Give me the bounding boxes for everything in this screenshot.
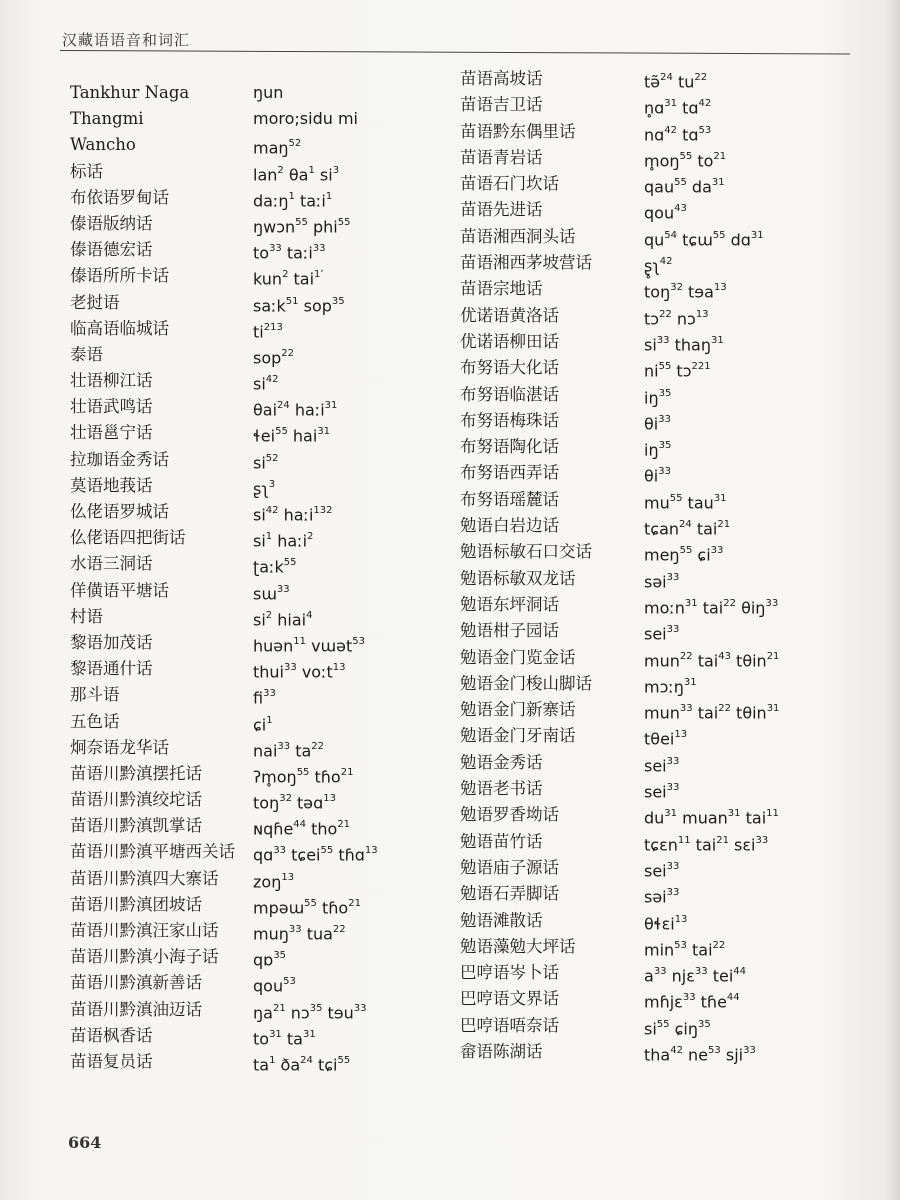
dialect-name: 拉珈语金秀话	[70, 449, 169, 469]
dialect-name: 泰语	[70, 344, 103, 364]
entry-row	[70, 525, 430, 551]
dialect-name: 勉语金门牙南话	[460, 726, 576, 746]
phonetic-form: $ta^1$ $ða^{24}$ tɕi$^{55}$	[253, 1054, 351, 1075]
phonetic-form: ʂʅ$^3$	[253, 478, 276, 499]
phonetic-form: toŋ$^{32}$ tɘa$^{13}$	[644, 282, 727, 302]
phonetic-form: $qu^{54}$ tɕɯ$^{55}$ dɑ$^{31}$	[644, 229, 764, 250]
dialect-name: 勉语滩散话	[460, 910, 543, 930]
entry-row	[460, 303, 860, 329]
entry-row	[460, 618, 860, 644]
entry-row	[70, 263, 430, 289]
dialect-name: 苗语川黔滇平塘西关话	[70, 842, 235, 862]
entry-row	[460, 382, 860, 408]
entry-row	[70, 997, 430, 1023]
phonetic-form: nɑ$^{42}$ tɑ$^{53}$	[644, 124, 712, 144]
phonetic-form: ŋun	[253, 83, 284, 102]
dialect-name: 勉语老书话	[460, 779, 543, 799]
phonetic-form: $ʔm̥oŋ^{55}$ tɦo$^{21}$	[253, 766, 354, 787]
entry-row	[460, 829, 860, 855]
dialect-name: 苗语宗地话	[460, 279, 543, 299]
phonetic-form: ʈaːk$^{55}$	[253, 557, 297, 577]
phonetic-form: $si^{55}$ ɕiŋ$^{35}$	[644, 1018, 711, 1039]
phonetic-form: moːn$^{31}$ tai$^{22}$ θiŋ$^{33}$	[644, 597, 779, 618]
entry-row	[70, 813, 430, 839]
entry-row	[460, 355, 860, 381]
page-edge-shadow	[886, 0, 900, 1200]
dialect-name: 水语三洞话	[70, 554, 153, 574]
dialect-name: 壮语武鸣话	[70, 397, 153, 417]
phonetic-form: $ŋa^{21}$ nɔ$^{35}$ tɘu$^{33}$	[253, 1002, 367, 1022]
dialect-name: 布努语瑶麓话	[460, 489, 559, 509]
entry-row	[70, 604, 430, 630]
phonetic-form: sop$^{22}$	[253, 347, 295, 368]
entry-row	[70, 709, 430, 735]
phonetic-form: $si^{42}$ haːi$^{132}$	[253, 505, 333, 525]
entry-row	[460, 750, 860, 776]
phonetic-form: tha$^{42}$ $ne^{53}$ sji$^{33}$	[644, 1044, 756, 1065]
dialect-name: 巴哼语文界话	[460, 989, 559, 1009]
entry-row	[460, 460, 860, 486]
entry-row	[70, 368, 430, 394]
dialect-name: 巴哼语岑卜话	[460, 963, 559, 983]
dialect-name: 勉语柑子园话	[460, 621, 559, 641]
phonetic-form: tə̃$^{24}$ $tu^{22}$	[644, 72, 708, 92]
entry-row	[460, 329, 860, 355]
running-head: 汉藏语语音和词汇	[62, 31, 191, 49]
dialect-name: 苗语复员话	[70, 1051, 153, 1071]
dialect-name: 黎语加茂话	[70, 632, 153, 652]
dialect-name: 勉语白岩边话	[460, 516, 559, 536]
dialect-name: 壮语柳江话	[70, 371, 153, 391]
entry-row	[460, 92, 860, 118]
dialect-name: 苗语湘西茅坡营话	[460, 253, 592, 273]
dialect-name: 布努语临湛话	[460, 384, 559, 404]
dialect-name: 苗语川黔滇油迈话	[70, 999, 202, 1019]
entry-row	[70, 80, 430, 106]
phonetic-form: $\min^{53} tai^{22}$	[644, 939, 726, 960]
phonetic-form: $ni^{55}$ tɔ$^{221}$	[644, 361, 711, 381]
dialect-name: 佯僙语平塘话	[70, 580, 169, 600]
dialect-name: 苗语吉卫话	[460, 95, 543, 115]
dialect-name: 苗语川黔滇摆托话	[70, 763, 202, 783]
phonetic-form: qou$^{43}$	[644, 203, 687, 223]
phonetic-form: qɒ$^{35}$	[253, 950, 287, 970]
entry-row	[70, 185, 430, 211]
phonetic-form: lan$^2$ $\theta a^1$ $si^3$	[253, 164, 340, 184]
dialect-name: Thangmi	[70, 109, 144, 129]
phonetic-form: $fi^{33}$	[253, 688, 276, 708]
entry-row	[70, 970, 430, 996]
entry-row	[70, 656, 430, 682]
phonetic-form: $si^{42}$	[253, 374, 279, 394]
dialect-name: 畲语陈湖话	[460, 1041, 543, 1061]
dialect-name: 苗语川黔滇汪家山话	[70, 921, 219, 940]
entry-row	[460, 119, 860, 145]
dialect-name: Tankhur Naga	[70, 83, 190, 102]
dialect-name: 那斗语	[70, 685, 120, 705]
dialect-name: 布依语罗甸话	[70, 187, 169, 207]
dialect-name: 苗语先进话	[460, 200, 543, 220]
entry-row	[70, 290, 430, 316]
dialect-name: 村语	[70, 606, 103, 626]
phonetic-form: ŋwɔn$^{55}$ phi$^{55}$	[253, 216, 351, 237]
dialect-name: 傣语版纳话	[70, 213, 153, 233]
entry-row	[460, 66, 860, 92]
entry-row	[460, 224, 860, 250]
dialect-name: 仫佬语四把街话	[70, 528, 186, 548]
entry-row	[70, 1049, 430, 1075]
phonetic-form: mɦjɛ$^{33}$ tɦe$^{44}$	[644, 992, 740, 1012]
page-number: 664	[68, 1133, 102, 1152]
entry-row	[460, 487, 860, 513]
entry-row	[460, 671, 860, 697]
dialect-name: 勉语金秀话	[460, 752, 543, 772]
dialect-name: 苗语青岩话	[460, 147, 543, 167]
entry-row	[70, 682, 430, 708]
phonetic-form: $si^{52}$	[253, 452, 279, 472]
dialect-name: 傣语德宏话	[70, 240, 153, 260]
dialect-name: 苗语高坡话	[460, 69, 543, 88]
entry-row	[460, 276, 860, 302]
entry-row	[70, 499, 430, 525]
entry-row	[70, 839, 430, 865]
entry-row	[70, 237, 430, 263]
phonetic-form: ɴqɦe$^{44}$ tho$^{21}$	[253, 819, 351, 839]
dialect-name: 莫语地莪话	[70, 475, 153, 495]
dialect-name: 傣语所所卡话	[70, 266, 169, 286]
entry-row	[460, 592, 860, 618]
dialect-name: 苗语黔东偶里话	[460, 121, 576, 141]
entry-row	[460, 697, 860, 723]
dialect-name: 勉语金门览金话	[460, 647, 576, 667]
entry-row	[70, 918, 430, 944]
phonetic-form: n̥ɑ$^{31}$ tɑ$^{42}$	[644, 98, 712, 118]
dialect-name: 优诺语黄洛话	[460, 305, 559, 325]
entry-row	[70, 447, 430, 473]
entry-row	[460, 408, 860, 434]
dialect-name: 苗语川黔滇团坡话	[70, 894, 202, 914]
phonetic-form: thui$^{33}$ voːt$^{13}$	[253, 662, 346, 682]
dialect-name: 苗语川黔滇四大寨话	[70, 868, 219, 888]
dialect-name: 布努语大化话	[460, 358, 559, 378]
phonetic-form: mpəɯ$^{55}$ tɦo$^{21}$	[253, 897, 361, 918]
entry-row	[70, 159, 430, 185]
entry-row	[70, 473, 430, 499]
dialect-name: 壮语邕宁话	[70, 423, 153, 443]
phonetic-form: $ti^{213}$	[253, 321, 283, 342]
entry-row	[460, 513, 860, 539]
phonetic-form: huən$^{11}$ vɯət$^{53}$	[253, 635, 365, 656]
phonetic-form: $si^2$ hiai$^4$	[253, 609, 313, 630]
phonetic-form: tɕɛn$^{11}$ tai$^{21}$ sɛi$^{33}$	[644, 834, 769, 854]
phonetic-form: saːk$^{51}$ sop$^{35}$	[253, 295, 345, 315]
phonetic-form: ʂ̥ʅ$^{42}$	[644, 256, 673, 276]
entry-row	[460, 986, 860, 1012]
phonetic-form: daːŋ$^1$ taːi$^1$	[253, 190, 333, 211]
dialect-name: 五色话	[70, 711, 120, 731]
phonetic-form: mun$^{33}$ tai$^{22}$ tθin$^{31}$	[644, 703, 780, 723]
phonetic-form: $iŋ^{35}$	[644, 440, 672, 460]
phonetic-form: səi$^{33}$	[644, 887, 680, 907]
dialect-name: 勉语罗香坳话	[460, 805, 559, 825]
dialect-name: 勉语金门新寨话	[460, 700, 576, 720]
dialect-name: 勉语石弄脚话	[460, 884, 559, 904]
entry-row	[460, 197, 860, 223]
phonetic-form: toŋ$^{32}$ təɑ$^{13}$	[253, 793, 337, 813]
entry-row	[460, 776, 860, 802]
entry-row	[70, 1023, 430, 1049]
phonetic-form: tɕan$^{24}$ tai$^{21}$	[644, 519, 731, 539]
phonetic-form: zoŋ$^{13}$	[253, 871, 295, 891]
entry-row	[70, 106, 430, 132]
phonetic-form: sei$^{33}$	[644, 624, 680, 644]
entry-row	[460, 855, 860, 881]
dialect-name: 老挝语	[70, 292, 120, 312]
dialect-name: 黎语通什话	[70, 659, 153, 679]
phonetic-form: kun$^2$ tai$^{1ʼ}$	[253, 269, 324, 289]
phonetic-form: $to^{31}$ $ta^{31}$	[253, 1028, 316, 1049]
entry-row	[70, 630, 430, 656]
header-rule	[60, 50, 850, 54]
phonetic-form: $si^1$ haːi$^2$	[253, 531, 314, 551]
entry-row	[70, 551, 430, 577]
phonetic-form: $a^{33}$ njɛ$^{33}$ tei$^{44}$	[644, 966, 746, 986]
phonetic-form: $\theta i^{33}$	[644, 413, 671, 434]
dialect-name: 苗语石门坎话	[460, 174, 559, 194]
entry-row	[460, 250, 860, 276]
right-column	[460, 66, 860, 1065]
phonetic-form: mɔːŋ$^{31}$	[644, 676, 697, 697]
phonetic-form: muŋ$^{33}$ tua$^{22}$	[253, 924, 346, 944]
dialect-name: 标话	[70, 161, 103, 181]
phonetic-form: meŋ$^{55}$ ɕi$^{33}$	[644, 545, 724, 565]
dialect-name: 勉语藻勉大坪话	[460, 936, 576, 956]
entry-row	[70, 735, 430, 761]
entry-row	[460, 934, 860, 960]
dialect-name: 勉语金门梭山脚话	[460, 673, 592, 693]
phonetic-form: $iŋ^{35}$	[644, 387, 672, 407]
entry-row	[70, 211, 430, 237]
entry-row	[460, 802, 860, 828]
phonetic-form: tθei$^{13}$	[644, 729, 688, 749]
phonetic-form: $m̥oŋ^{55}$ $to^{21}$	[644, 150, 727, 171]
entry-row	[460, 1013, 860, 1039]
entry-row	[460, 881, 860, 907]
dialect-name: 苗语枫香话	[70, 1025, 153, 1045]
phonetic-form: θai$^{24}$ haːi$^{31}$	[253, 400, 338, 420]
entry-row	[460, 539, 860, 565]
dialect-name: 勉语苗竹话	[460, 831, 543, 851]
phonetic-form: $mu^{55}$ tau$^{31}$	[644, 492, 727, 513]
dialect-name: 苗语川黔滇小海子话	[70, 947, 219, 967]
phonetic-form: ɕi$^1$	[253, 714, 273, 734]
phonetic-form: sei$^{33}$	[644, 782, 680, 802]
entry-row	[70, 394, 430, 420]
phonetic-form: mun$^{22}$ tai$^{43}$ tθin$^{21}$	[644, 650, 780, 670]
phonetic-form: maŋ$^{52}$	[253, 138, 302, 158]
phonetic-form: səi$^{33}$	[644, 571, 680, 591]
phonetic-form: ɬei$^{55}$ hai$^{31}$	[253, 426, 331, 446]
dialect-name: 苗语湘西洞头话	[460, 226, 576, 246]
phonetic-form: θɬɛi$^{13}$	[644, 913, 688, 933]
dialect-name: 巴哼语唔奈话	[460, 1015, 559, 1035]
dialect-name: 勉语东坪洞话	[460, 594, 559, 614]
phonetic-form: nai$^{33}$ $ta^{22}$	[253, 740, 325, 761]
dialect-name: 布努语西弄话	[460, 463, 559, 483]
phonetic-form: $\theta i^{33}$	[644, 466, 671, 486]
entry-row	[70, 420, 430, 446]
entry-row	[70, 787, 430, 813]
entry-row	[70, 866, 430, 892]
dialect-name: 炯奈语龙华话	[70, 737, 169, 757]
entry-row	[460, 645, 860, 671]
entry-row	[460, 566, 860, 592]
entry-row	[70, 944, 430, 970]
phonetic-form: tɔ$^{22}$ nɔ$^{13}$	[644, 308, 709, 328]
entry-row	[460, 960, 860, 986]
dialect-name: 布努语梅珠话	[460, 410, 559, 430]
entry-row	[70, 761, 430, 787]
entry-row	[70, 316, 430, 342]
dialect-name: 勉语标敏双龙话	[460, 568, 576, 588]
phonetic-form: sei$^{33}$	[644, 860, 680, 881]
entry-row	[460, 145, 860, 171]
dialect-name: 苗语川黔滇凯掌话	[70, 816, 202, 836]
entry-row	[70, 132, 430, 158]
phonetic-form: sei$^{33}$	[644, 755, 680, 776]
dialect-name: 勉语标敏石口交话	[460, 542, 592, 562]
dialect-name: 苗语川黔滇新善话	[70, 973, 202, 993]
phonetic-form: $to^{33}$ taːi$^{33}$	[253, 243, 326, 263]
entry-row	[460, 434, 860, 460]
dialect-name: 布努语陶化话	[460, 437, 559, 457]
entry-row	[460, 908, 860, 934]
entry-row	[460, 723, 860, 749]
phonetic-form: $si^{33}$ thaŋ$^{31}$	[644, 334, 724, 355]
phonetic-form: qau$^{55}$ $da^{31}$	[644, 177, 725, 197]
dialect-name: 勉语庙子源话	[460, 857, 559, 877]
dialect-name: 仫佬语罗城话	[70, 502, 169, 521]
entry-row	[70, 342, 430, 368]
dialect-name: 临高语临城话	[70, 318, 169, 338]
entry-row	[460, 171, 860, 197]
entry-row	[70, 892, 430, 918]
phonetic-form: qɑ$^{33}$ tɕei$^{55}$ tɦɑ$^{13}$	[253, 845, 378, 865]
left-column	[70, 80, 430, 1075]
entry-row	[460, 1039, 860, 1065]
dialect-name: 苗语川黔滇绞坨话	[70, 790, 202, 810]
phonetic-form: $du^{31}$ muan$^{31}$ tai$^{11}$	[644, 808, 779, 828]
entry-row	[70, 578, 430, 604]
phonetic-form: qou$^{53}$	[253, 976, 296, 996]
dialect-name: Wancho	[70, 135, 136, 155]
dialect-name: 优诺语柳田话	[460, 331, 559, 351]
phonetic-form: moro;sidu mi	[253, 109, 358, 129]
phonetic-form: sɯ$^{33}$	[253, 583, 290, 603]
